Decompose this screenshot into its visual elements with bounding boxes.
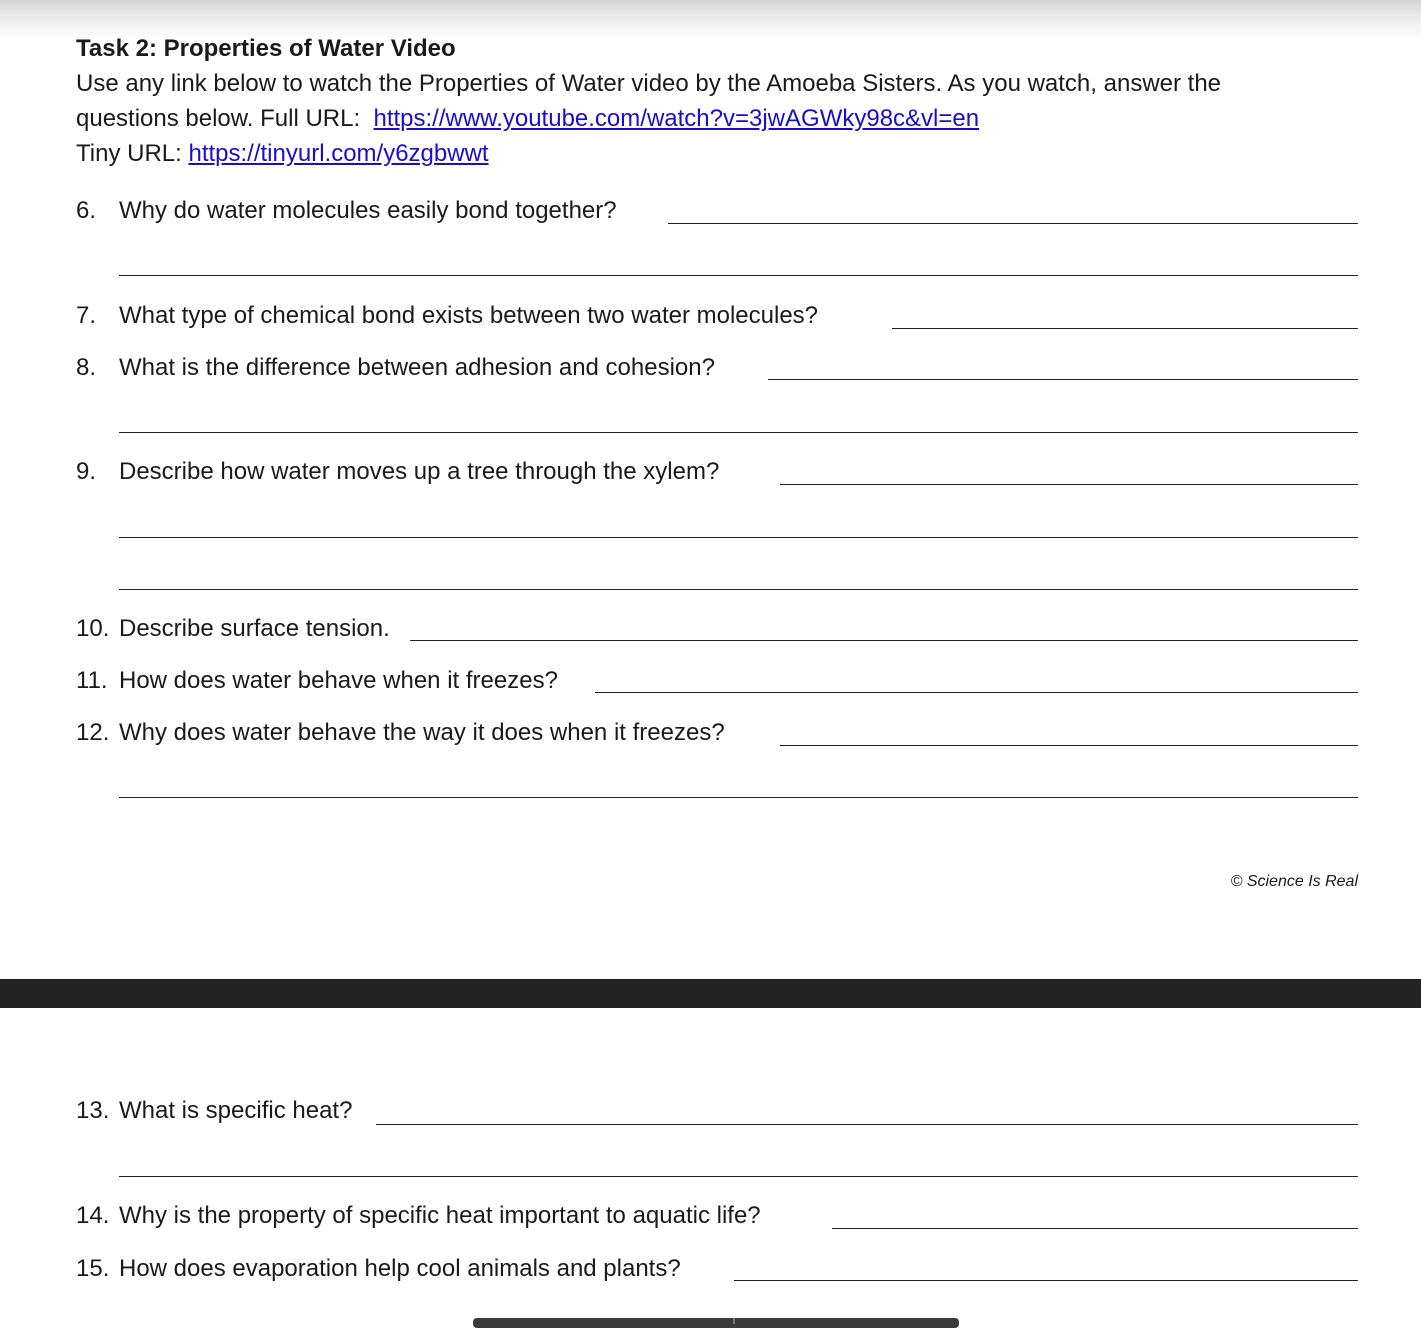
question-text: How does evaporation help cool animals and plants? xyxy=(119,1255,681,1282)
copyright-footer: © Science Is Real xyxy=(1230,873,1358,890)
question-7 xyxy=(76,301,818,331)
question-number: 11. xyxy=(76,667,108,694)
question-15 xyxy=(76,1254,681,1284)
question-10 xyxy=(76,614,390,644)
answer-line[interactable] xyxy=(595,692,1358,693)
question-14 xyxy=(76,1201,761,1231)
horizontal-scrollbar[interactable] xyxy=(473,1318,959,1328)
question-text: How does water behave when it freezes? xyxy=(119,667,558,694)
answer-line[interactable] xyxy=(119,432,1358,433)
question-11 xyxy=(76,666,558,696)
question-number: 13. xyxy=(76,1097,110,1124)
intro-text: Use any link below to watch the Properties of Water video by the Amoeba Sisters. As you watch, answer the xyxy=(76,70,1222,97)
answer-line[interactable] xyxy=(119,589,1358,590)
question-text: Why does water behave the way it does when it freezes? xyxy=(119,719,725,746)
question-number: 6. xyxy=(76,197,97,224)
scrollbar-grip xyxy=(733,1318,735,1324)
tiny-url-line xyxy=(76,139,489,169)
answer-line[interactable] xyxy=(119,797,1358,798)
answer-line[interactable] xyxy=(119,275,1358,276)
question-text: Why is the property of specific heat important to aquatic life? xyxy=(119,1202,761,1229)
question-12 xyxy=(76,718,725,748)
answer-line[interactable] xyxy=(119,537,1358,538)
question-text: What type of chemical bond exists between two water molecules? xyxy=(119,302,819,329)
full-url-label: questions below. Full URL: xyxy=(76,105,374,132)
answer-line[interactable] xyxy=(780,745,1358,746)
answer-line[interactable] xyxy=(734,1280,1358,1281)
task-title: Task 2: Properties of Water Video xyxy=(76,35,456,62)
question-number: 10. xyxy=(76,615,110,642)
answer-line[interactable] xyxy=(376,1124,1358,1125)
tiny-url-link[interactable]: https://tinyurl.com/y6zgbwwt xyxy=(188,140,489,167)
question-number: 15. xyxy=(76,1255,110,1282)
answer-line[interactable] xyxy=(768,379,1358,380)
answer-line[interactable] xyxy=(410,640,1358,641)
question-text: Describe how water moves up a tree through the xylem? xyxy=(119,458,720,485)
answer-line[interactable] xyxy=(780,484,1358,485)
question-13 xyxy=(76,1096,352,1126)
question-number: 12. xyxy=(76,719,110,746)
question-8 xyxy=(76,353,715,383)
page-separator xyxy=(0,979,1421,1008)
question-text: What is specific heat? xyxy=(119,1097,353,1124)
answer-line[interactable] xyxy=(892,328,1358,329)
question-number: 7. xyxy=(76,302,97,329)
answer-line[interactable] xyxy=(668,223,1358,224)
question-number: 9. xyxy=(76,458,97,485)
document-page-2 xyxy=(0,1008,1421,1324)
answer-line[interactable] xyxy=(832,1228,1358,1229)
full-url-line xyxy=(76,104,979,134)
question-9 xyxy=(76,457,719,487)
answer-line[interactable] xyxy=(119,1176,1358,1177)
question-number: 8. xyxy=(76,354,97,381)
tiny-url-label: Tiny URL: xyxy=(76,140,189,167)
question-number: 14. xyxy=(76,1202,110,1229)
question-6 xyxy=(76,196,617,226)
question-text: What is the difference between adhesion and cohesion? xyxy=(119,354,715,381)
question-text: Describe surface tension. xyxy=(119,615,390,642)
full-url-link[interactable]: https://www.youtube.com/watch?v=3jwAGWky98c&vl=en xyxy=(373,105,980,132)
question-text: Why do water molecules easily bond together? xyxy=(119,197,617,224)
